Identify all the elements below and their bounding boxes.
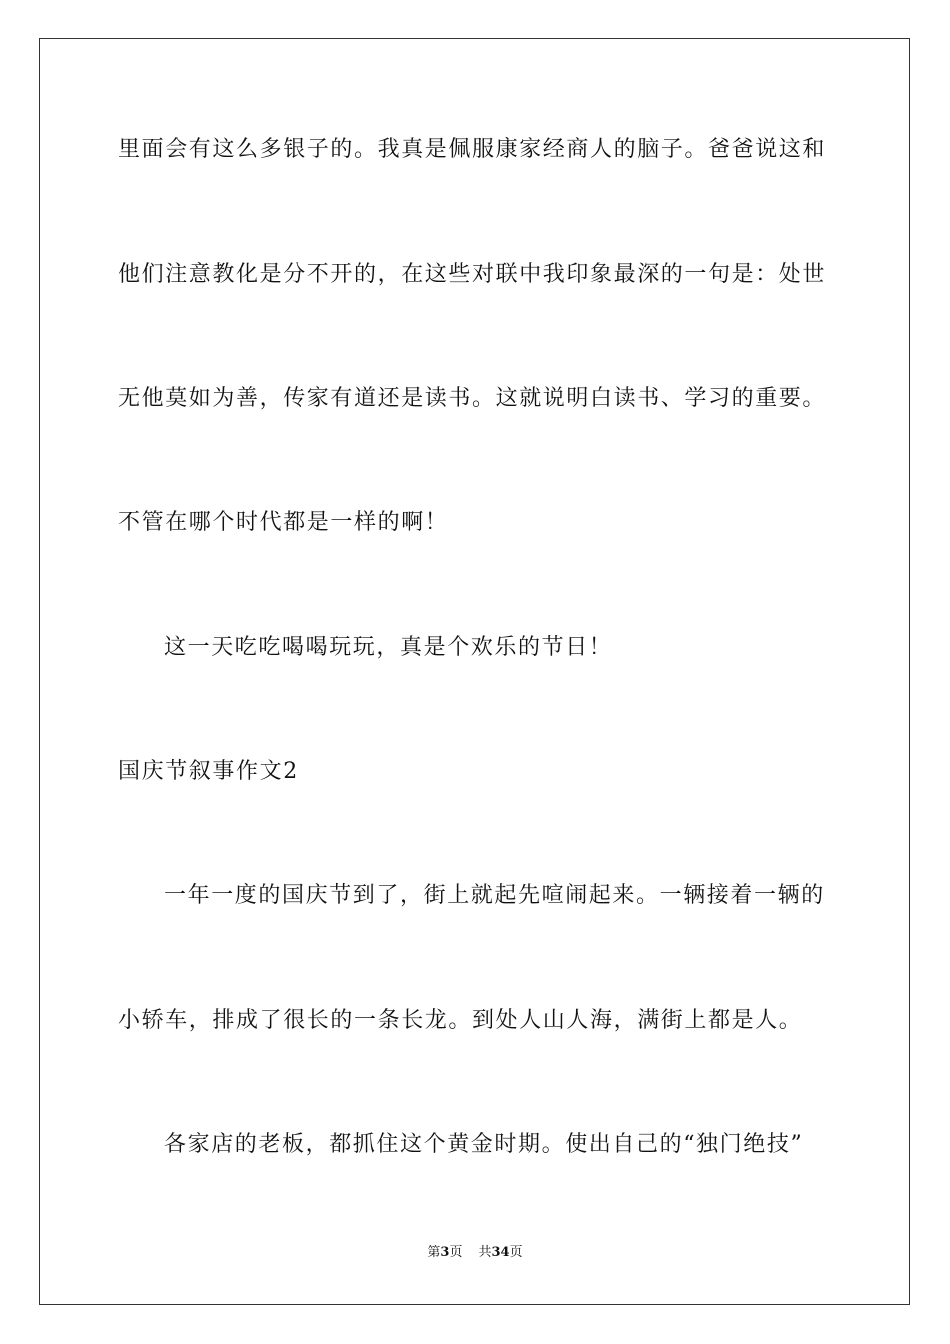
text-line-9: 各家店的老板，都抓住这个黄金时期。使出自己的“独门绝技” [164,1132,804,1157]
total-suffix: 页 [509,1245,523,1260]
text-line-5: 这一天吃吃喝喝玩玩，真是个欢乐的节日！ [164,635,613,660]
page-suffix: 页 [449,1245,463,1260]
total-prefix: 共 [478,1245,492,1260]
page-border [39,38,910,1305]
text-line-4: 不管在哪个时代都是一样的啊！ [118,510,449,535]
section-heading: 国庆节叙事作文2 [118,759,299,784]
page-number: 3 [440,1245,450,1260]
total-pages: 34 [491,1245,510,1260]
text-line-7: 一年一度的国庆节到了，街上就起先喧闹起来。一辆接着一辆的 [164,883,825,908]
text-line-3: 无他莫如为善，传家有道还是读书。这就说明白读书、学习的重要。 [118,386,827,411]
text-line-2: 他们注意教化是分不开的，在这些对联中我印象最深的一句是：处世 [118,262,827,287]
text-line-1: 里面会有这么多银子的。我真是佩服康家经商人的脑子。爸爸说这和 [118,137,827,162]
page-prefix: 第 [427,1245,441,1260]
page-footer [0,1244,950,1262]
text-line-8: 小轿车，排成了很长的一条长龙。到处人山人海，满街上都是人。 [118,1008,803,1033]
